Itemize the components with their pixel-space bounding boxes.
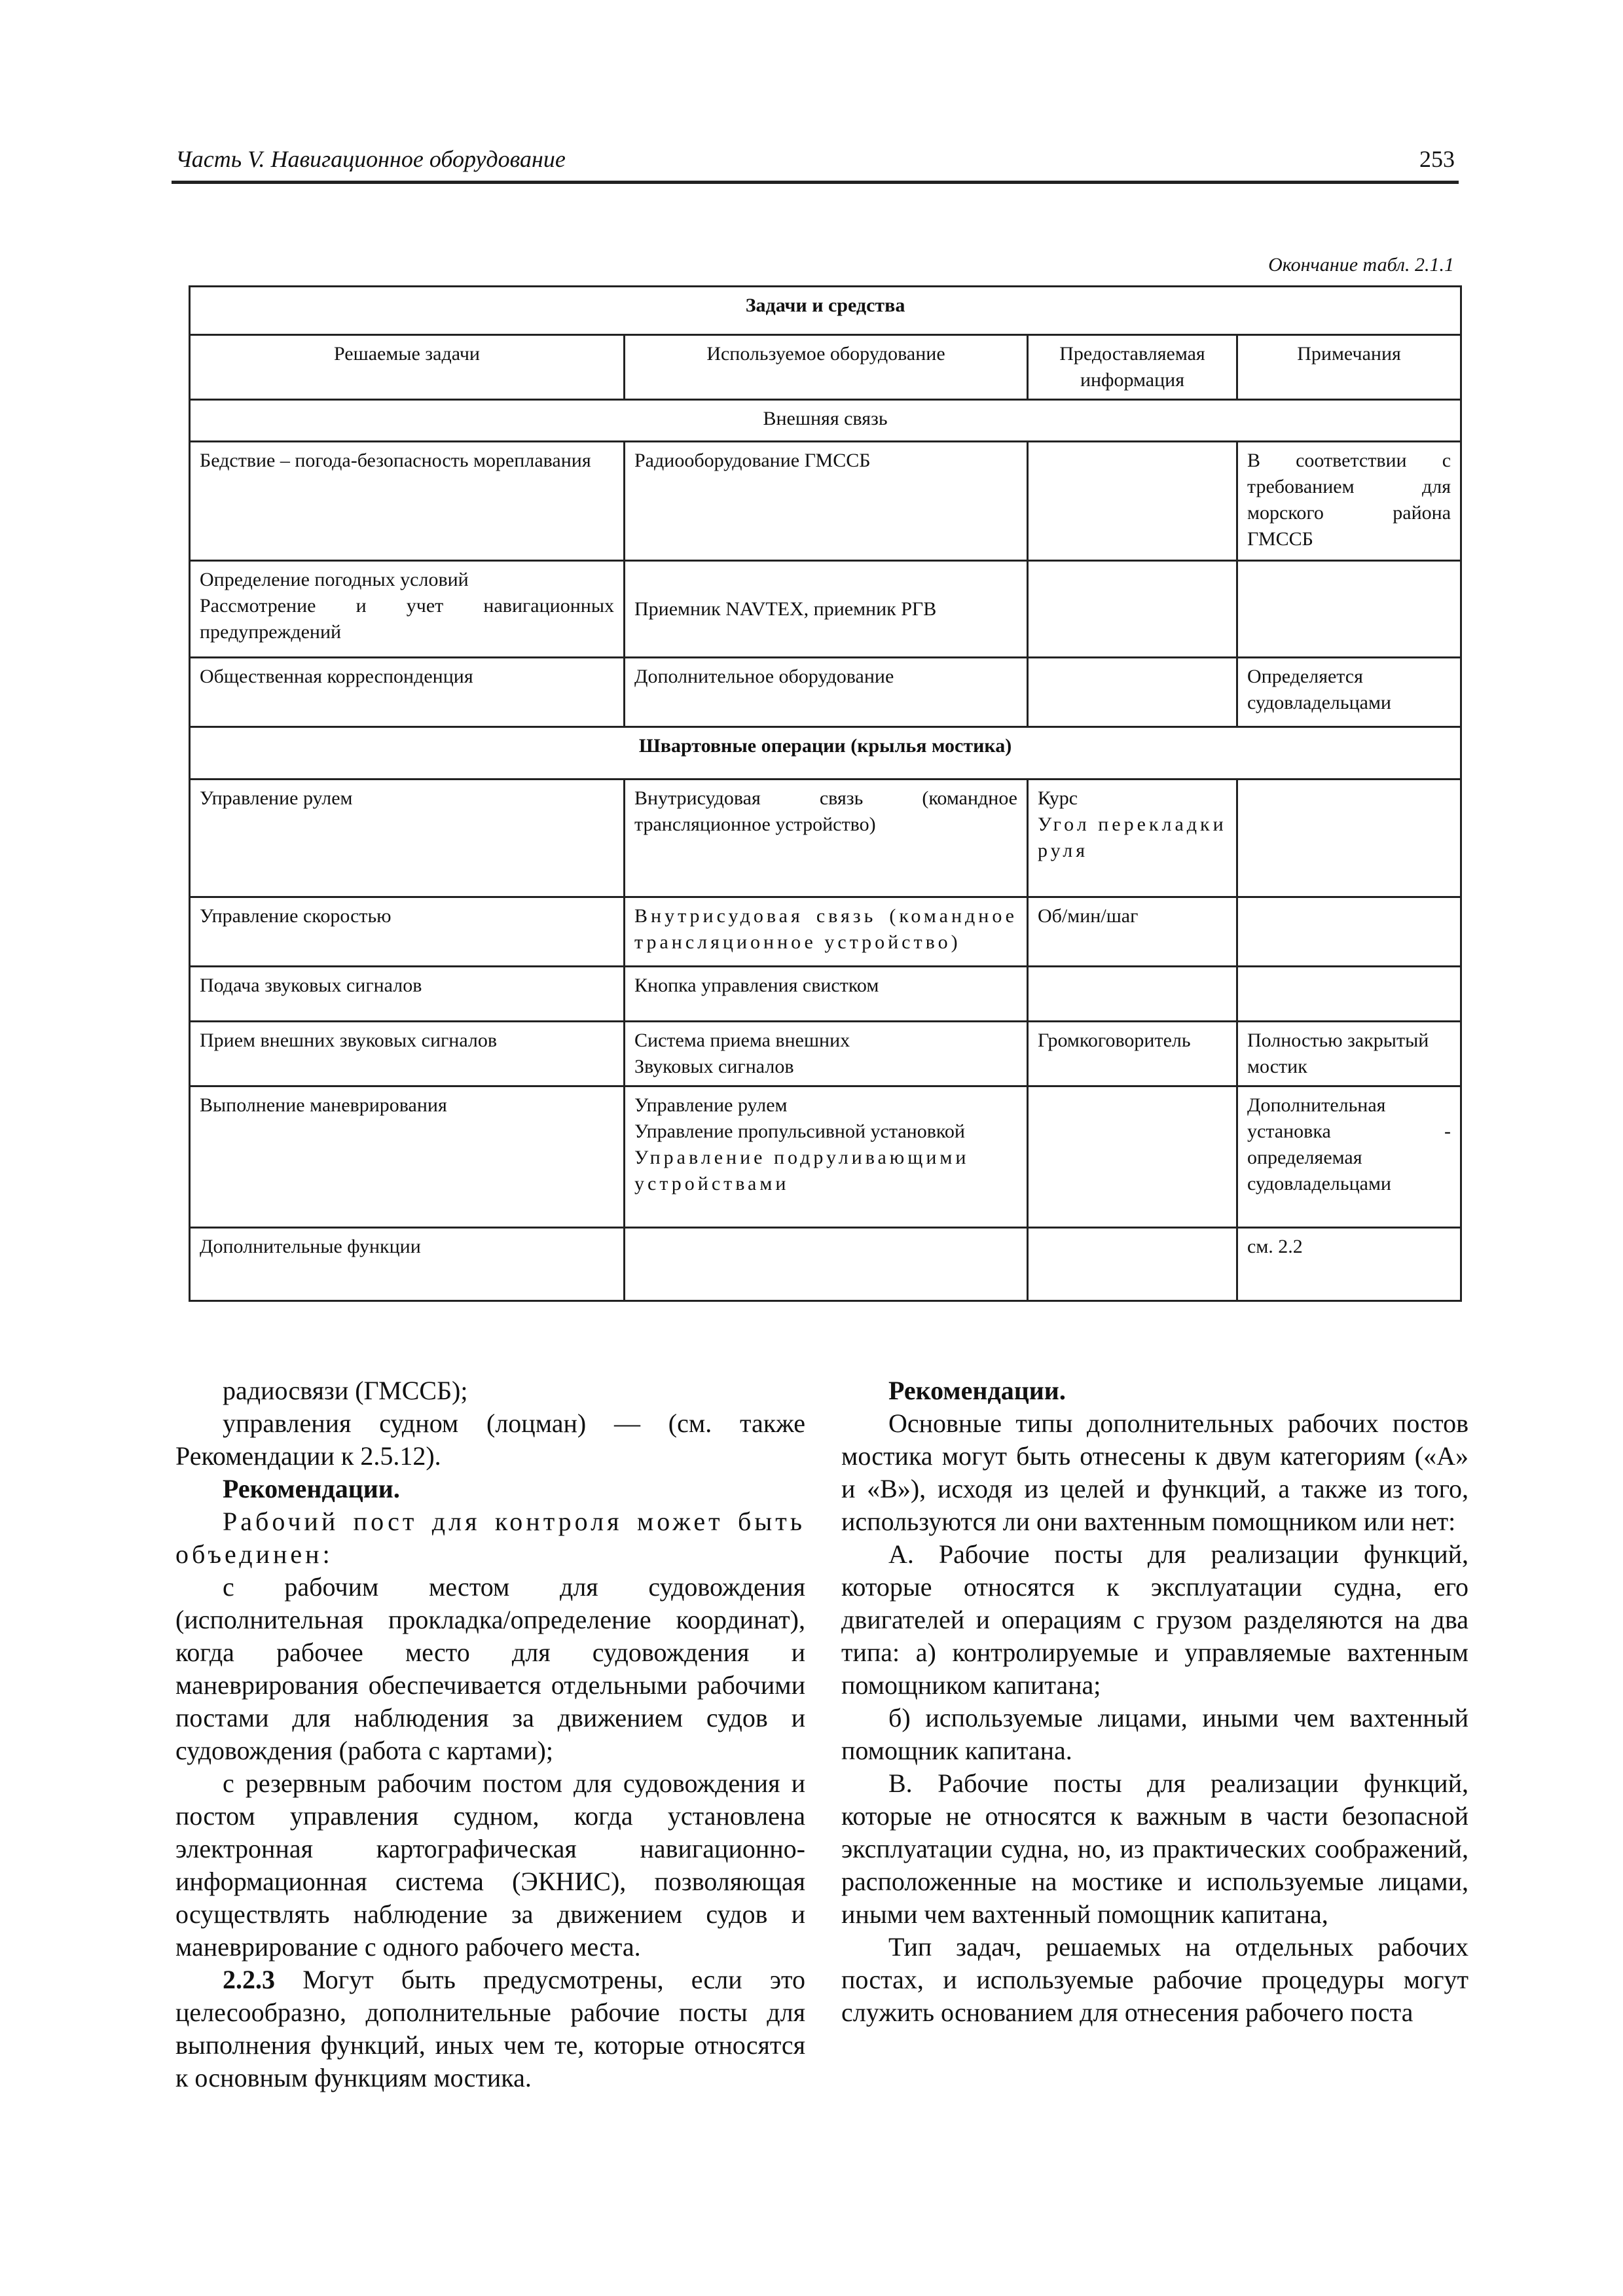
table-cell: Дополнительные функции xyxy=(190,1228,625,1301)
table-caption: Окончание табл. 2.1.1 xyxy=(1268,254,1454,276)
column-header: Решаемые задачи xyxy=(190,335,625,400)
table-cell xyxy=(1028,658,1237,727)
page-number: 253 xyxy=(1419,146,1455,172)
table-cell xyxy=(625,1228,1028,1301)
table-cell: Внутрисудовая связь (командное трансляционное устройство) xyxy=(625,897,1028,967)
table-cell: см. 2.2 xyxy=(1237,1228,1461,1301)
table-cell: Общественная корреспонденция xyxy=(190,658,625,727)
paragraph: Рабочий пост для контроля может быть объединен: xyxy=(175,1507,805,1569)
table-row xyxy=(190,1228,1461,1301)
table-row xyxy=(190,1086,1461,1228)
column-header: Предоставляемая информация xyxy=(1028,335,1237,400)
paragraph: б) используемые лицами, иными чем вахтенный помощник капитана. xyxy=(841,1703,1468,1765)
table-row xyxy=(190,658,1461,727)
table-cell: Внутрисудовая связь (командное трансляционное устройство) xyxy=(625,780,1028,897)
paragraph: управления судном (лоцман) — (см. также Рекомендации к 2.5.12). xyxy=(175,1408,805,1471)
table-cell xyxy=(1237,780,1461,897)
paragraph xyxy=(175,1964,805,2094)
table-row xyxy=(190,780,1461,897)
cell-line: Звуковых сигналов xyxy=(634,1056,794,1077)
table-cell: Радиооборудование ГМССБ xyxy=(625,442,1028,561)
paragraph: с рабочим местом для судовождения (исполнительная прокладка/определение координат), когда рабочее место для судовождения и маневрирования обеспечивается отдельными рабочими постами для наблюдения за движением судов и судовождения (работа с картами); xyxy=(175,1572,805,1765)
table-cell xyxy=(1028,1228,1237,1301)
tasks-table xyxy=(189,285,1462,1302)
column-header: Используемое оборудование xyxy=(625,335,1028,400)
table-cell: Управление рулем xyxy=(190,780,625,897)
table-title-row xyxy=(190,287,1461,335)
paragraph: Основные типы дополнительных рабочих постов мостика могут быть отнесены к двум категориям («А» и «В»), исходя из целей и функций, а также из того, используются ли они вахтенным помощником или нет: xyxy=(841,1408,1468,1536)
table-cell xyxy=(625,1022,1028,1086)
running-title: Часть V. Навигационное оборудование xyxy=(175,146,566,172)
paragraph: Тип задач, решаемых на отдельных рабочих постах, и используемые рабочие процедуры могут служить основанием для отнесения рабочего поста xyxy=(841,1932,1468,2027)
table-cell: Кнопка управления свистком xyxy=(625,967,1028,1022)
paragraph: В. Рабочие посты для реализации функций, которые не относятся к важным в части безопасной эксплуатации судна, но, из практических соображений, расположенные на мостике и используемые лицами, иными чем вахтенный помощник капитана, xyxy=(841,1768,1468,1929)
table-cell: Подача звуковых сигналов xyxy=(190,967,625,1022)
table-cell xyxy=(1028,1086,1237,1228)
paragraph: А. Рабочие посты для реализации функций, которые относятся к эксплуатации судна, его двигателей и операциям с грузом разделяются на два типа: а) контролируемые и управляемые вахтенным помощником капитана; xyxy=(841,1539,1468,1700)
table-row xyxy=(190,967,1461,1022)
table-cell: Дополнительное оборудование xyxy=(625,658,1028,727)
subheading: Рекомендации. xyxy=(223,1474,400,1503)
table-cell xyxy=(190,561,625,658)
cell-line: Курс xyxy=(1038,787,1078,809)
table-cell xyxy=(625,1086,1028,1228)
cell-line: Определение погодных условий xyxy=(200,569,469,590)
left-text-column xyxy=(175,1374,805,2094)
table-cell xyxy=(1237,561,1461,658)
table-cell: Дополнительная установка - определяемая судовладельцами xyxy=(1237,1086,1461,1228)
table-cell: Бедствие – погода-безопасность мореплавания xyxy=(190,442,625,561)
table-cell xyxy=(1028,780,1237,897)
paragraph: с резервным рабочим постом для судовождения и постом управления судном, когда установлена электронная картографическая навигационно-информационная система (ЭКНИС), позволяющая осуществлять наблюдение за движением судов и маневрирование с одного рабочего места. xyxy=(175,1768,805,1962)
table-cell xyxy=(1028,561,1237,658)
table-cell: Полностью закрытый мостик xyxy=(1237,1022,1461,1086)
table-cell: Об/мин/шаг xyxy=(1028,897,1237,967)
table-cell: Управление скоростью xyxy=(190,897,625,967)
table-row xyxy=(190,897,1461,967)
table-cell: В соответствии с требованием для морского района ГМССБ xyxy=(1237,442,1461,561)
section-title: Внешняя связь xyxy=(190,400,1461,442)
cell-line: Управление рулем xyxy=(634,1094,788,1116)
table-row xyxy=(190,1022,1461,1086)
subheading: Рекомендации. xyxy=(888,1376,1066,1405)
table-cell: Определяется судовладельцами xyxy=(1237,658,1461,727)
table-cell xyxy=(1237,967,1461,1022)
section-row xyxy=(190,727,1461,780)
column-header: Примечания xyxy=(1237,335,1461,400)
table-title: Задачи и средства xyxy=(190,287,1461,335)
table-row xyxy=(190,561,1461,658)
clause-number: 2.2.3 xyxy=(223,1965,275,1994)
table-cell xyxy=(1028,442,1237,561)
table-cell: Прием внешних звуковых сигналов xyxy=(190,1022,625,1086)
cell-line: Рассмотрение и учет навигационных предупреждений xyxy=(200,595,614,643)
table-cell: Выполнение маневрирования xyxy=(190,1086,625,1228)
cell-line: Управление пропульсивной установкой xyxy=(634,1121,965,1142)
section-title: Швартовные операции (крылья мостика) xyxy=(190,727,1461,780)
table-header-row xyxy=(190,335,1461,400)
table-cell xyxy=(1237,897,1461,967)
page-header xyxy=(172,140,1459,184)
table-cell: Громкоговоритель xyxy=(1028,1022,1237,1086)
paragraph-text: Могут быть предусмотрены, если это целесообразно, дополнительные рабочие посты для выполнения функций, иных чем те, которые относятся к основным функциям мостика. xyxy=(175,1965,805,2092)
table-row xyxy=(190,442,1461,561)
section-row xyxy=(190,400,1461,442)
cell-line: Угол перекладки руля xyxy=(1038,814,1227,861)
cell-line: Управление подруливающими устройствами xyxy=(634,1147,970,1194)
table-cell: Приемник NAVTEX, приемник РГВ xyxy=(625,561,1028,658)
table-cell xyxy=(1028,967,1237,1022)
cell-line: Система приема внешних xyxy=(634,1030,850,1051)
right-text-column xyxy=(841,1374,1468,2029)
paragraph: радиосвязи (ГМССБ); xyxy=(223,1376,468,1405)
